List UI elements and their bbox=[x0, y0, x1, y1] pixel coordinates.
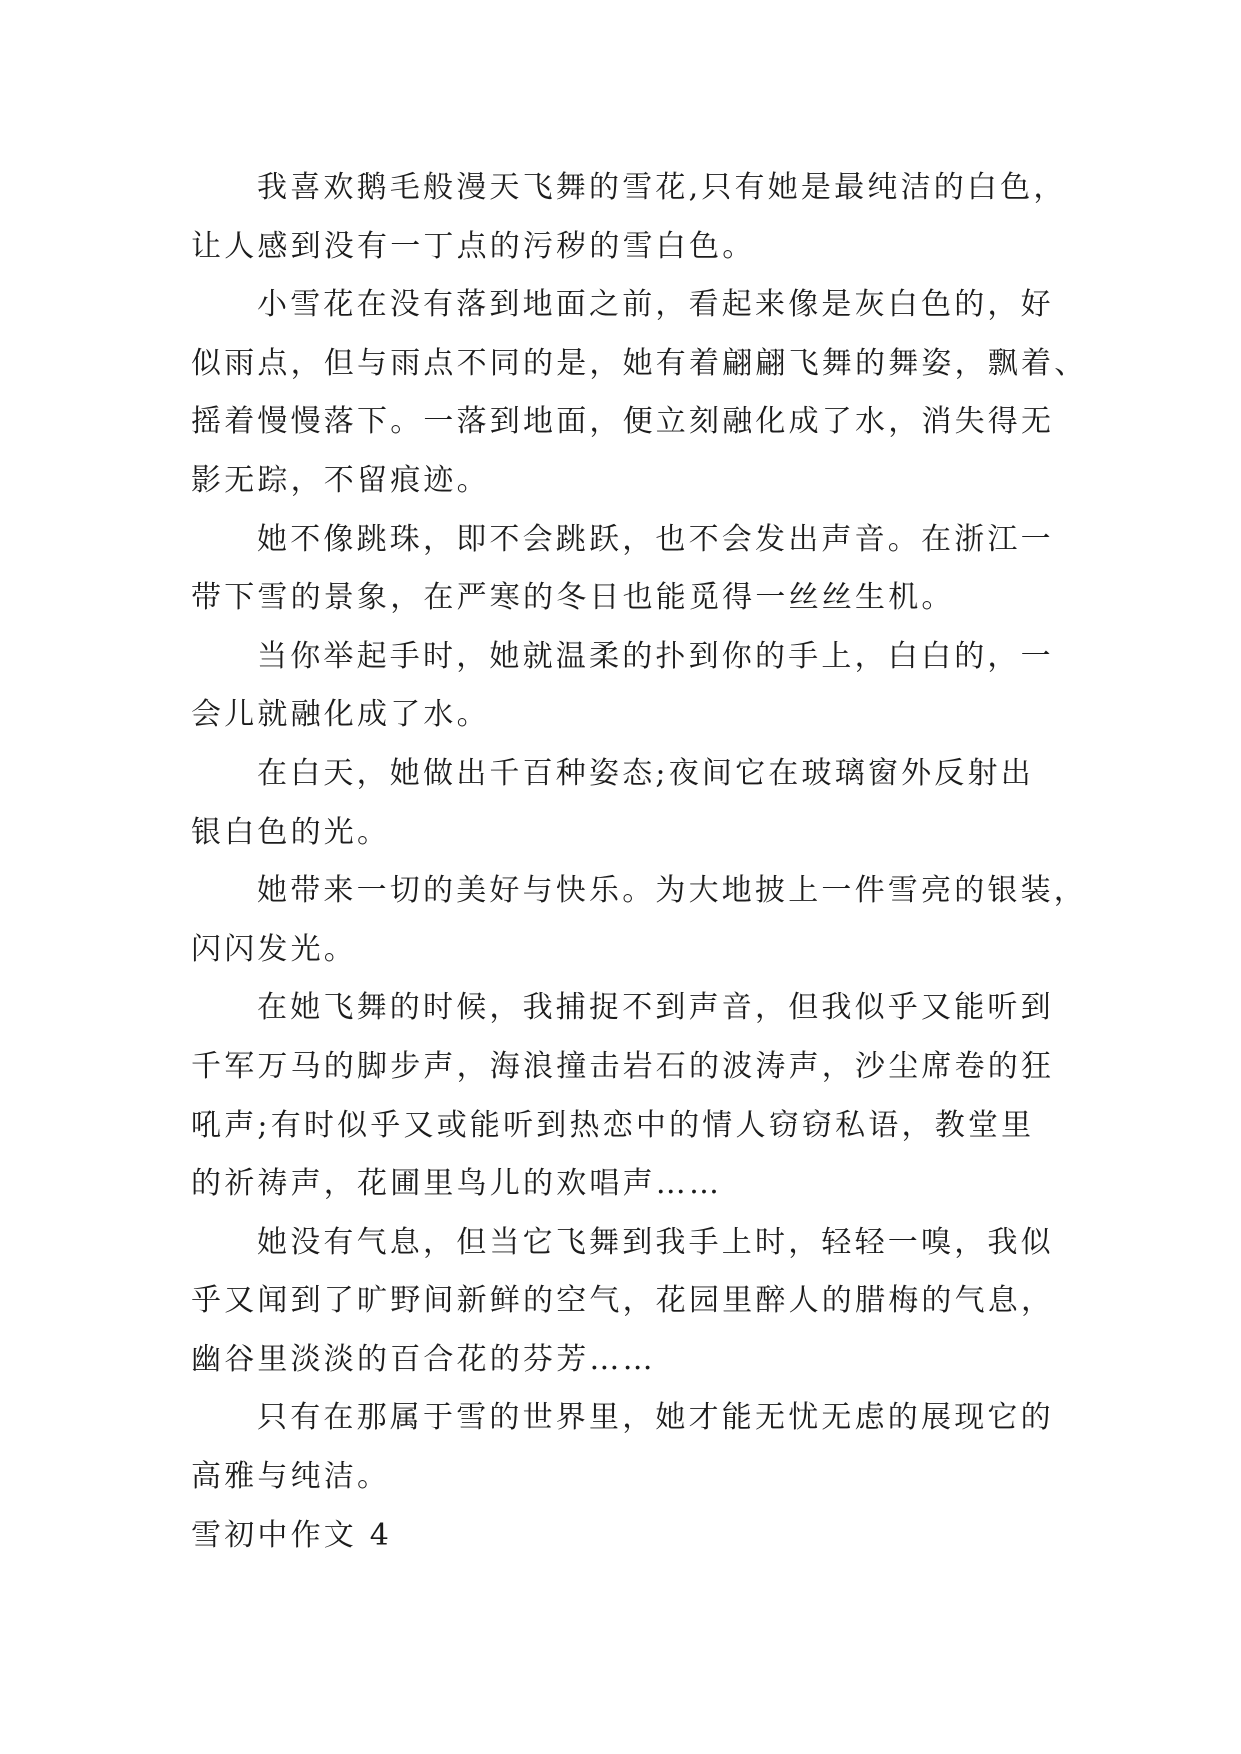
paragraph bbox=[191, 1214, 1091, 1390]
text-line: 在白天，她做出千百种姿态;夜间它在玻璃窗外反射出 bbox=[257, 755, 1034, 791]
paragraph bbox=[191, 745, 1091, 862]
paragraph bbox=[191, 159, 1091, 276]
text-line: 高雅与纯洁。 bbox=[191, 1459, 391, 1495]
text-line: 带下雪的景象，在严寒的冬日也能觅得一丝丝生机。 bbox=[191, 580, 955, 616]
text-line: 影无踪，不留痕迹。 bbox=[191, 462, 490, 498]
text-line: 会儿就融化成了水。 bbox=[191, 697, 490, 733]
text-line: 小雪花在没有落到地面之前，看起来像是灰白色的，好 bbox=[257, 287, 1054, 323]
text-line: 我喜欢鹅毛般漫天飞舞的雪花,只有她是最纯洁的白色， bbox=[257, 170, 1067, 205]
text-line: 千军万马的脚步声，海浪撞击岩石的波涛声，沙尘席卷的狂 bbox=[191, 1048, 1055, 1084]
text-line: 摇着慢慢落下。一落到地面，便立刻融化成了水，消失得无 bbox=[191, 404, 1055, 440]
text-line: 当你举起手时，她就温柔的扑到你的手上，白白的，一 bbox=[257, 638, 1054, 674]
text-line: 幽谷里淡淡的百合花的芬芳…… bbox=[191, 1341, 656, 1377]
text-line: 乎又闻到了旷野间新鲜的空气，花园里醉人的腊梅的气息， bbox=[191, 1283, 1055, 1319]
text-line: 在她飞舞的时候，我捕捉不到声音，但我似乎又能听到 bbox=[257, 990, 1054, 1026]
text-line: 让人感到没有一丁点的污秽的雪白色。 bbox=[191, 228, 756, 264]
paragraph bbox=[191, 276, 1091, 510]
text-line: 她带来一切的美好与快乐。为大地披上一件雪亮的银装， bbox=[257, 873, 1087, 909]
paragraph bbox=[191, 628, 1091, 745]
text-line: 银白色的光。 bbox=[191, 814, 391, 850]
paragraph bbox=[191, 1389, 1091, 1506]
paragraph bbox=[191, 862, 1091, 979]
paragraph bbox=[191, 511, 1091, 628]
text-line: 的祈祷声，花圃里鸟儿的欢唱声…… bbox=[191, 1166, 723, 1202]
document-body bbox=[191, 159, 1091, 1565]
text-line: 闪闪发光。 bbox=[191, 931, 357, 967]
text-line: 似雨点，但与雨点不同的是，她有着翩翩飞舞的舞姿，飘着、 bbox=[191, 345, 1088, 381]
text-line: 她不像跳珠，即不会跳跃，也不会发出声音。在浙江一 bbox=[257, 521, 1054, 557]
paragraph bbox=[191, 979, 1091, 1213]
text-line: 她没有气息，但当它飞舞到我手上时，轻轻一嗅，我似 bbox=[257, 1224, 1054, 1260]
text-line: 只有在那属于雪的世界里，她才能无忧无虑的展现它的 bbox=[257, 1400, 1054, 1436]
text-line: 吼声;有时似乎又或能听到热恋中的情人窃窃私语，教堂里 bbox=[191, 1107, 1035, 1143]
section-heading: 雪初中作文 4 bbox=[191, 1517, 393, 1553]
